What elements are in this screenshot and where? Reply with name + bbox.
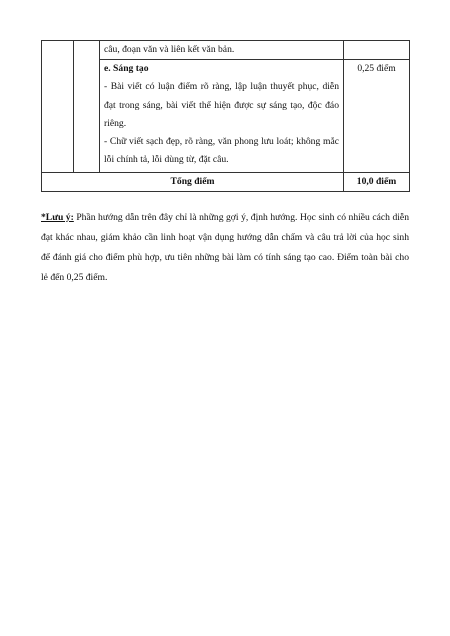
creativity-score: 0,25 điểm bbox=[344, 60, 410, 172]
note-paragraph bbox=[41, 208, 409, 288]
criteria-cell bbox=[100, 41, 344, 60]
note-label: *Lưu ý: bbox=[41, 212, 74, 223]
creativity-line-1: - Bài viết có luận điểm rõ ràng, lập luận thuyết phục, diễn đạt trong sáng, bài viết thể hiện được sự sáng tạo, độc đáo riêng. bbox=[104, 81, 339, 129]
total-score: 10,0 điểm bbox=[344, 172, 410, 191]
table-row-total bbox=[42, 172, 410, 191]
table-row bbox=[42, 41, 410, 60]
note-text: Phần hướng dẫn trên đây chỉ là những gợi ý, định hướng. Học sinh có nhiều cách diễn đạt khác nhau, giám khảo cần linh hoạt vận dụng hướng dẫn chấm và câu trả lời của học sinh để đánh giá cho điểm phù hợp, ưu tiên những bài làm có tính sáng tạo cao. Điểm toàn bài cho lẻ đến 0,25 điểm. bbox=[41, 212, 409, 283]
total-label: Tổng điểm bbox=[42, 172, 344, 191]
grading-table bbox=[41, 40, 410, 192]
creativity-heading: e. Sáng tạo bbox=[104, 63, 149, 75]
score-cell-empty bbox=[344, 41, 410, 60]
creativity-cell bbox=[100, 60, 344, 172]
section-cell bbox=[42, 41, 74, 173]
criteria-text: câu, đoạn văn và liên kết văn bản. bbox=[104, 44, 235, 55]
creativity-line-2: - Chữ viết sạch đẹp, rõ ràng, văn phong lưu loát; không mắc lỗi chính tả, lỗi dùng từ, đặt câu. bbox=[104, 136, 339, 166]
subsection-cell bbox=[74, 41, 100, 173]
